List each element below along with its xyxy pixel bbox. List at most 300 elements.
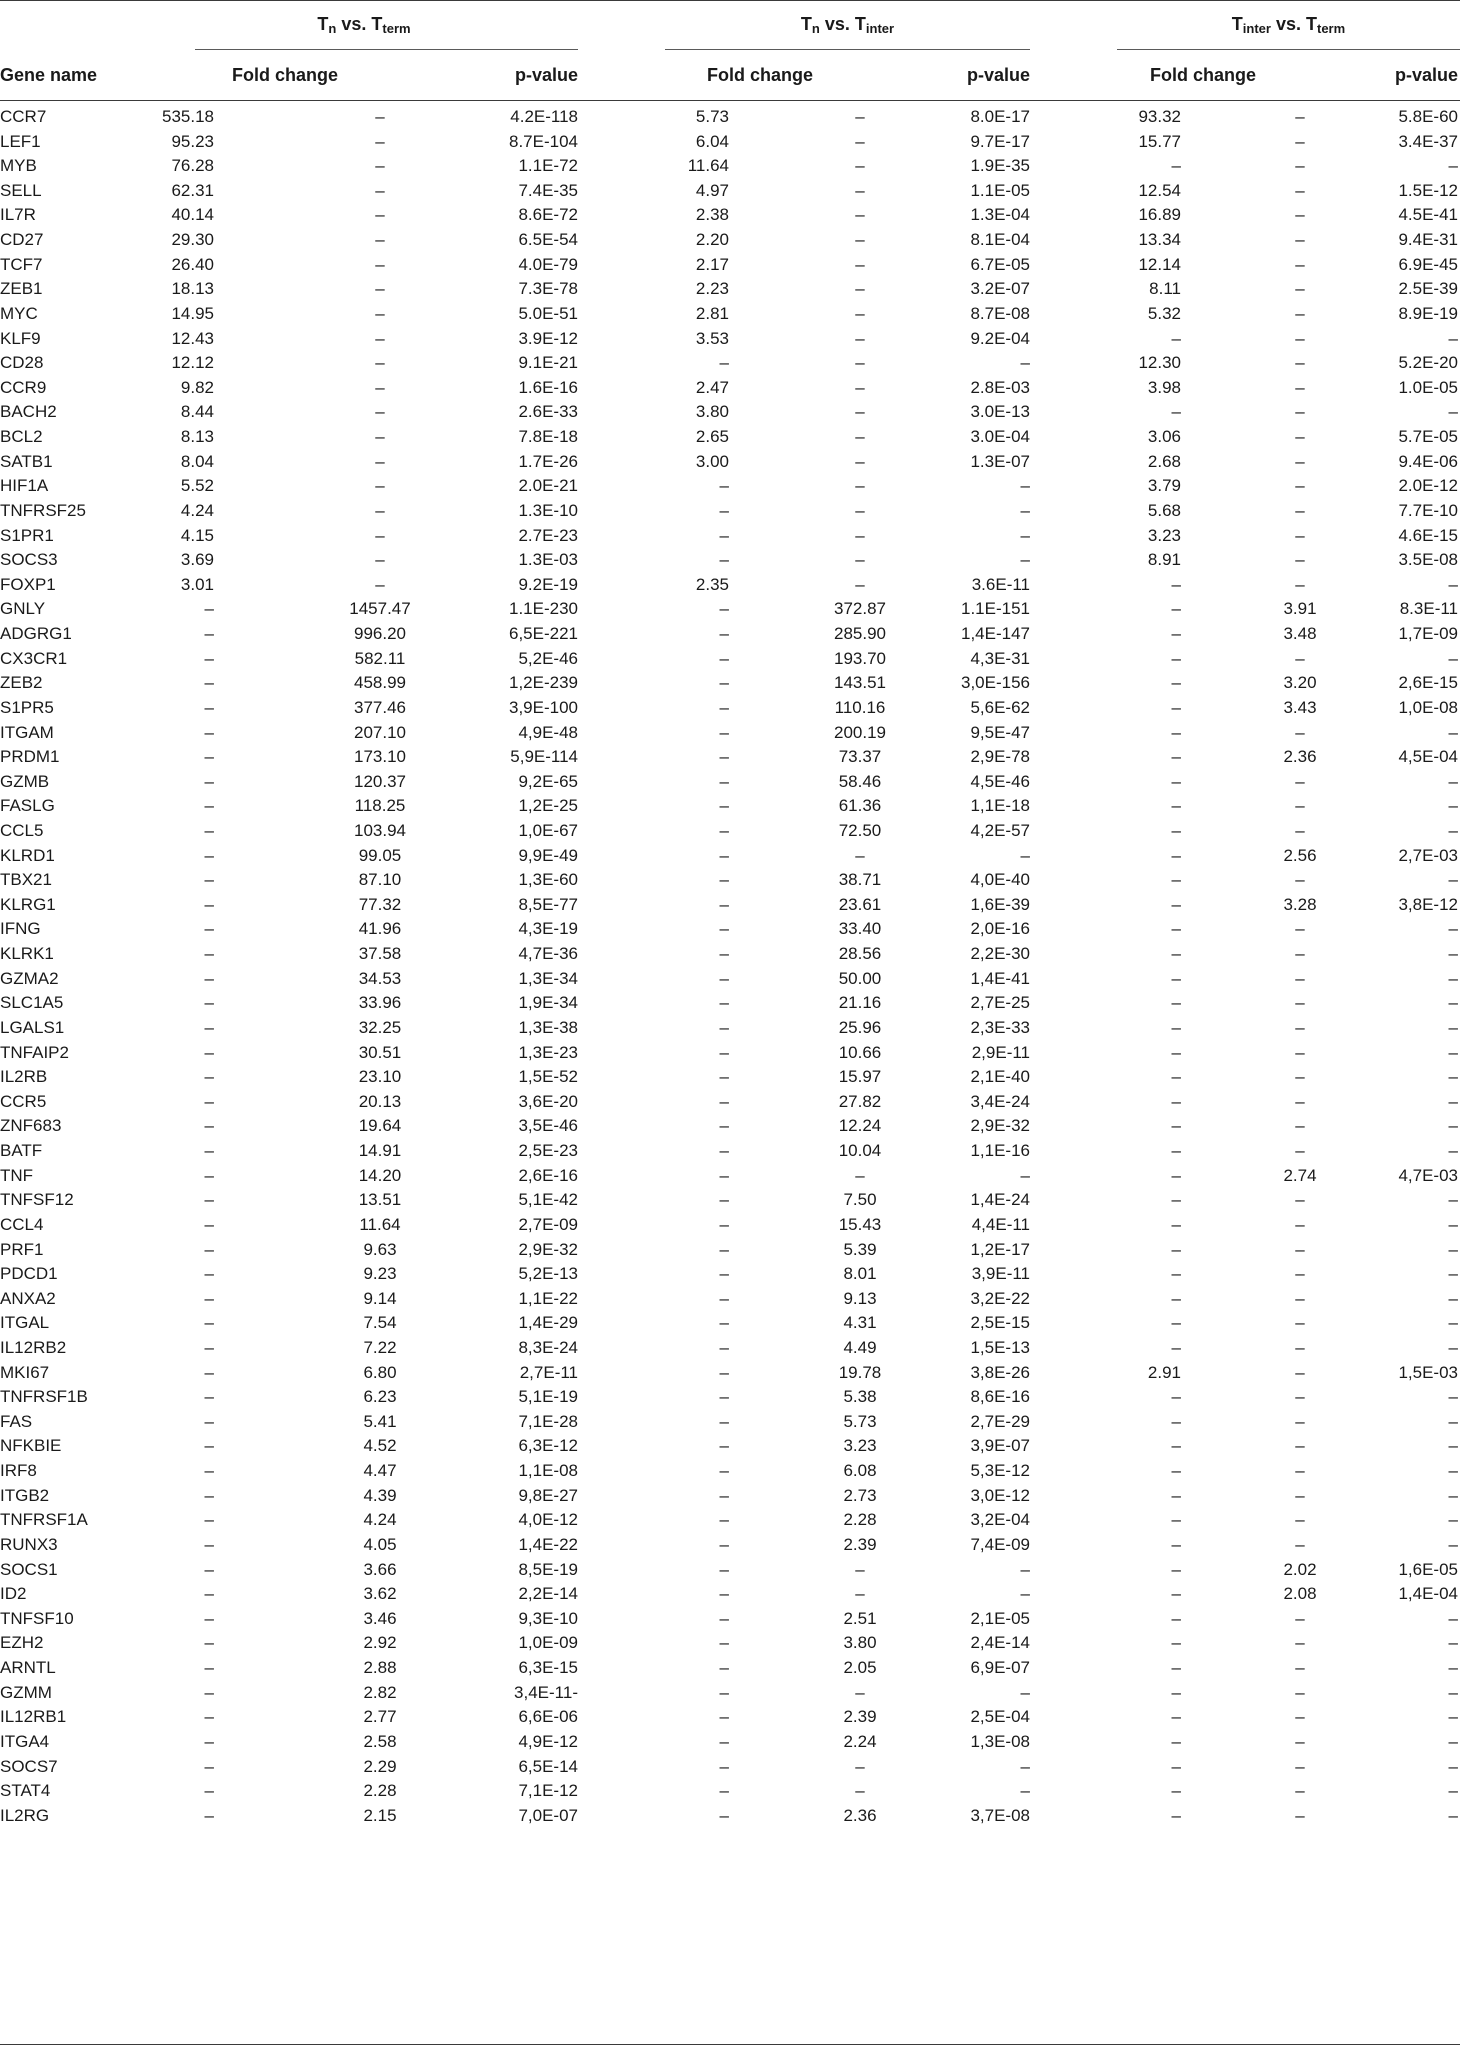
p-value-cell: – <box>1448 574 1458 594</box>
fold-change-up-cell: – <box>1171 1387 1181 1407</box>
p-value-cell: 1.7E-26 <box>518 451 578 471</box>
p-value-cell: 1.1E-230 <box>509 599 578 619</box>
p-value-cell: 1,4E-41 <box>970 968 1030 988</box>
p-value-cell: 3,4E-11- <box>514 1682 578 1702</box>
p-value-cell: 1,4E-04 <box>1398 1584 1458 1604</box>
fold-change-down-cell: 118.25 <box>354 796 406 816</box>
fold-change-down-cell: 120.37 <box>354 771 406 791</box>
p-value-cell: 9,3E-10 <box>518 1608 578 1628</box>
fold-change-up-cell: – <box>719 1485 729 1505</box>
fold-change-down-cell: 9.23 <box>363 1264 397 1284</box>
fold-change-up-cell: – <box>1171 624 1181 644</box>
table-row <box>0 1065 1460 1089</box>
fold-change-down-cell: – <box>1295 796 1305 816</box>
table-row <box>0 868 1460 892</box>
fold-change-down-cell: – <box>375 254 385 274</box>
fold-change-down-cell: 27.82 <box>838 1091 882 1111</box>
bottom-rule <box>0 2044 1460 2045</box>
gene-name-cell: KLRG1 <box>0 894 56 914</box>
gene-name-cell: EZH2 <box>0 1633 44 1653</box>
fold-change-down-cell: 3.66 <box>363 1559 397 1579</box>
table-row <box>0 1410 1460 1434</box>
fold-change-up-cell: – <box>719 1264 729 1284</box>
fold-change-up-cell: 11.64 <box>687 156 729 176</box>
gene-name-cell: MKI67 <box>0 1362 50 1382</box>
fold-change-up-cell: – <box>1171 1461 1181 1481</box>
fold-change-up-cell: 8.91 <box>1147 550 1181 570</box>
fold-change-up-cell: – <box>719 1141 729 1161</box>
p-value-cell: 4,5E-04 <box>1398 747 1458 767</box>
table-row <box>0 524 1460 548</box>
fold-change-down-cell: – <box>1295 648 1305 668</box>
fold-change-up-cell: – <box>204 747 214 767</box>
p-value-cell: 1,5E-52 <box>518 1067 578 1087</box>
fold-change-down-cell: 58.46 <box>838 771 882 791</box>
fold-change-down-cell: – <box>855 180 865 200</box>
gene-name-cell: NFKBIE <box>0 1436 62 1456</box>
p-value-cell: – <box>1448 156 1458 176</box>
gene-name-cell: CCL4 <box>0 1214 44 1234</box>
fold-change-up-cell: – <box>204 1190 214 1210</box>
fold-change-up-cell: – <box>204 1165 214 1185</box>
fold-change-up-cell: – <box>719 1165 729 1185</box>
table-row <box>0 671 1460 695</box>
fold-change-up-cell: – <box>719 919 729 939</box>
fold-change-down-cell: 8.01 <box>843 1264 877 1284</box>
p-value-cell: – <box>1448 1214 1458 1234</box>
p-value-cell: 1,2E-239 <box>509 673 578 693</box>
table-row <box>0 794 1460 818</box>
fold-change-down-cell: 4.31 <box>843 1313 877 1333</box>
fold-change-down-cell: 5.38 <box>843 1387 877 1407</box>
fold-change-up-cell: 3.23 <box>1147 525 1181 545</box>
fold-change-down-cell: 19.78 <box>838 1362 882 1382</box>
header-rule <box>0 100 1460 101</box>
fold-change-up-cell: – <box>204 1658 214 1678</box>
fold-change-up-cell: 4.97 <box>695 180 729 200</box>
fold-change-down-cell: – <box>855 107 865 126</box>
p-value-cell: – <box>1448 1436 1458 1456</box>
fold-change-up-cell: 3.80 <box>695 402 729 422</box>
fold-change-down-cell: – <box>375 402 385 422</box>
fold-change-up-cell: – <box>1171 993 1181 1013</box>
fold-change-down-cell: 2.51 <box>843 1608 877 1628</box>
fold-change-up-cell: 2.35 <box>695 574 729 594</box>
fold-change-up-cell: – <box>1171 1116 1181 1136</box>
p-value-cell: 8.7E-08 <box>970 303 1030 323</box>
fold-change-up-cell: – <box>719 1436 729 1456</box>
fold-change-up-cell: – <box>204 1781 214 1801</box>
fold-change-down-cell: 4.05 <box>363 1534 397 1554</box>
fold-change-down-cell: 377.46 <box>354 697 406 717</box>
p-value-cell: 5,2E-46 <box>518 648 578 668</box>
fold-change-down-cell: – <box>1295 180 1305 200</box>
p-value-cell: – <box>1020 525 1030 545</box>
fold-change-up-cell: 2.47 <box>695 377 729 397</box>
p-value-cell: 9.4E-06 <box>1398 451 1458 471</box>
p-value-cell: 1,4E-147 <box>961 624 1030 644</box>
fold-change-up-cell: 3.98 <box>1147 377 1181 397</box>
table-row <box>0 1779 1460 1803</box>
gene-name-cell: TNFAIP2 <box>0 1042 69 1062</box>
p-value-cell: 1.1E-151 <box>961 599 1030 619</box>
fold-change-down-cell: – <box>1295 353 1305 373</box>
fold-change-up-cell: – <box>1171 1633 1181 1653</box>
fold-change-down-cell: 28.56 <box>838 944 882 964</box>
table-row <box>0 1631 1460 1655</box>
p-value-cell: 5,9E-114 <box>510 747 578 767</box>
fold-change-down-cell: 19.64 <box>358 1116 402 1136</box>
table-row <box>0 721 1460 745</box>
fold-change-up-cell: – <box>204 673 214 693</box>
p-value-cell: – <box>1448 1485 1458 1505</box>
fold-change-down-cell: 3.46 <box>363 1608 397 1628</box>
fold-change-down-cell: 207.10 <box>354 722 406 742</box>
p-value-cell: 1,2E-25 <box>518 796 578 816</box>
fold-change-down-cell: 996.20 <box>354 624 406 644</box>
p-value-cell: – <box>1448 1239 1458 1259</box>
p-value-cell: 1.3E-03 <box>518 550 578 570</box>
fold-change-down-cell: 15.97 <box>838 1067 882 1087</box>
gene-name-cell: CCR7 <box>0 107 47 126</box>
fold-change-up-cell: – <box>1171 1707 1181 1727</box>
p-value-cell: – <box>1448 1658 1458 1678</box>
p-value-cell: 5,1E-42 <box>518 1190 578 1210</box>
fold-change-up-cell: – <box>1171 1485 1181 1505</box>
p-value-cell: 7.8E-18 <box>518 427 578 447</box>
p-value-cell: 2.6E-33 <box>518 402 578 422</box>
p-value-cell: 1.6E-16 <box>518 377 578 397</box>
fold-change-up-cell: – <box>1171 1338 1181 1357</box>
fold-change-down-cell: – <box>1295 1411 1305 1431</box>
p-value-cell: – <box>1448 820 1458 840</box>
fold-change-down-cell: – <box>855 230 865 250</box>
fold-change-up-cell: – <box>1171 673 1181 693</box>
fold-change-up-cell: 2.81 <box>695 303 729 323</box>
fold-change-down-cell: 77.32 <box>358 894 402 914</box>
fold-change-down-cell: 2.08 <box>1283 1584 1317 1604</box>
fold-change-down-cell: – <box>855 451 865 471</box>
fold-change-down-cell: – <box>375 451 385 471</box>
gene-name-cell: IL2RB <box>0 1067 48 1087</box>
fold-change-down-cell: – <box>375 131 385 151</box>
fold-change-down-cell: – <box>855 500 865 520</box>
p-value-cell: 2.0E-21 <box>518 476 578 496</box>
fold-change-up-cell: – <box>1171 1190 1181 1210</box>
fold-change-up-cell: – <box>719 1411 729 1431</box>
fold-change-down-cell: – <box>855 1559 865 1579</box>
fold-change-down-cell: – <box>1295 771 1305 791</box>
fold-change-down-cell: – <box>855 1165 865 1185</box>
fold-change-up-cell: – <box>1171 968 1181 988</box>
fold-change-down-cell: – <box>1295 1485 1305 1505</box>
fold-change-up-cell: – <box>204 1584 214 1604</box>
fold-change-up-cell: – <box>719 1091 729 1111</box>
table-row <box>0 1459 1460 1483</box>
p-value-cell: 7.7E-10 <box>1398 500 1458 520</box>
fold-change-down-cell: 2.74 <box>1283 1165 1317 1185</box>
p-value-cell: 3,2E-04 <box>970 1510 1030 1530</box>
gene-name-cell: CCL5 <box>0 820 44 840</box>
p-value-cell: – <box>1448 1781 1458 1801</box>
p-value-cell: 7.4E-35 <box>518 180 578 200</box>
fold-change-down-cell: – <box>1295 107 1305 126</box>
gene-name-cell: IL2RG <box>0 1805 50 1825</box>
fold-change-up-cell: 8.04 <box>180 451 214 471</box>
fold-change-down-cell: 23.10 <box>358 1067 402 1087</box>
gene-name-cell: CD28 <box>0 353 44 373</box>
gene-name-cell: MYC <box>0 303 38 323</box>
fold-change-up-cell: 29.30 <box>171 230 214 250</box>
p-value-cell: – <box>1448 1510 1458 1530</box>
gene-name-cell: KLF9 <box>0 328 41 348</box>
fold-change-down-cell: 50.00 <box>838 968 882 988</box>
p-value-cell: 1,9E-34 <box>518 993 578 1013</box>
fold-change-down-cell: – <box>1295 402 1305 422</box>
gene-name-cell: SATB1 <box>0 451 53 471</box>
fold-change-up-cell: 18.13 <box>171 279 214 299</box>
p-value-cell: 1.3E-04 <box>970 205 1030 225</box>
table-row <box>0 1434 1460 1458</box>
p-value-cell: 6,5E-14 <box>518 1756 578 1776</box>
p-value-cell: – <box>1448 1387 1458 1407</box>
fold-change-down-cell: – <box>375 156 385 176</box>
fold-change-up-cell: – <box>719 648 729 668</box>
p-value-cell: 9.2E-04 <box>970 328 1030 348</box>
p-value-cell: 2,7E-25 <box>970 993 1030 1013</box>
gene-name-cell: LGALS1 <box>0 1017 65 1037</box>
fold-change-up-cell: – <box>1171 1510 1181 1530</box>
p-value-cell: 1,3E-38 <box>518 1017 578 1037</box>
fold-change-up-cell: – <box>719 1313 729 1333</box>
fold-change-up-cell: 12.30 <box>1138 353 1181 373</box>
fold-change-up-cell: – <box>204 894 214 914</box>
p-value-cell: 5.2E-20 <box>1398 353 1458 373</box>
p-value-cell: – <box>1448 1338 1458 1357</box>
p-value-cell: 8.0E-17 <box>970 107 1030 126</box>
table-row <box>0 1804 1460 1828</box>
fold-change-up-cell: – <box>719 1731 729 1751</box>
p-value-cell: – <box>1448 1288 1458 1308</box>
p-value-cell: 8.3E-11 <box>1399 599 1458 619</box>
p-value-cell: 7,1E-12 <box>518 1781 578 1801</box>
p-value-cell: 2,5E-04 <box>970 1707 1030 1727</box>
fold-change-down-cell: 2.24 <box>843 1731 877 1751</box>
p-value-cell: – <box>1448 328 1458 348</box>
p-value-cell: 6,5E-221 <box>509 624 578 644</box>
p-value-cell: – <box>1448 1805 1458 1825</box>
p-value-cell: – <box>1448 1756 1458 1776</box>
p-value-cell: 8,3E-24 <box>518 1338 578 1357</box>
fold-change-down-cell: 582.11 <box>354 648 406 668</box>
fold-change-down-cell: – <box>1295 1682 1305 1702</box>
fold-change-up-cell: – <box>1171 1042 1181 1062</box>
fold-change-down-cell: – <box>1295 550 1305 570</box>
fold-change-up-cell: – <box>719 500 729 520</box>
fold-change-up-cell: – <box>204 599 214 619</box>
fold-change-up-cell: 62.31 <box>171 180 214 200</box>
table-row <box>0 991 1460 1015</box>
fold-change-down-cell: – <box>1295 156 1305 176</box>
p-value-header-1: p-value <box>514 65 578 85</box>
fold-change-down-cell: 30.51 <box>358 1042 402 1062</box>
gene-name-cell: GZMM <box>0 1682 52 1702</box>
p-value-cell: – <box>1448 1682 1458 1702</box>
table-row <box>0 597 1460 621</box>
table-row <box>0 1188 1460 1212</box>
fold-change-down-cell: – <box>375 427 385 447</box>
table-row <box>0 745 1460 769</box>
p-value-cell: 1.1E-05 <box>970 180 1030 200</box>
p-value-cell: – <box>1448 919 1458 939</box>
fold-change-up-cell: – <box>719 1633 729 1653</box>
fold-change-down-cell: – <box>1295 993 1305 1013</box>
p-value-cell: 2,7E-29 <box>970 1411 1030 1431</box>
table-row <box>0 1730 1460 1754</box>
fold-change-up-cell: – <box>719 1387 729 1407</box>
fold-change-up-cell: – <box>204 919 214 939</box>
fold-change-up-cell: – <box>204 1510 214 1530</box>
fold-change-up-cell: – <box>204 845 214 865</box>
p-value-cell: – <box>1448 722 1458 742</box>
table-row <box>0 154 1460 178</box>
fold-change-down-cell: 2.36 <box>1283 747 1317 767</box>
p-value-cell: – <box>1448 1534 1458 1554</box>
fold-change-up-cell: – <box>1171 1313 1181 1333</box>
fold-change-up-cell: 12.12 <box>171 353 214 373</box>
p-value-cell: 4,3E-31 <box>970 648 1030 668</box>
gene-name-cell: LEF1 <box>0 131 41 151</box>
fold-change-up-cell: – <box>1171 796 1181 816</box>
table-row <box>0 1681 1460 1705</box>
p-value-cell: – <box>1448 1461 1458 1481</box>
fold-change-down-cell: – <box>1295 1067 1305 1087</box>
table-row <box>0 1755 1460 1779</box>
gene-name-cell: KLRK1 <box>0 944 54 964</box>
p-value-cell: 1,1E-18 <box>970 796 1030 816</box>
table-row <box>0 400 1460 424</box>
fold-change-up-cell: – <box>719 1288 729 1308</box>
fold-change-up-cell: 3.53 <box>695 328 729 348</box>
fold-change-up-cell: 2.17 <box>695 254 729 274</box>
gene-name-cell: IL7R <box>0 205 36 225</box>
fold-change-up-cell: – <box>204 1559 214 1579</box>
fold-change-up-cell: – <box>1171 870 1181 890</box>
table-row <box>0 967 1460 991</box>
group-header-tinter-vs-tterm: $T_{inter}$ vs. $T_{term}$ <box>1231 14 1346 36</box>
gene-name-cell: STAT4 <box>0 1781 51 1801</box>
fold-change-up-cell: – <box>204 1707 214 1727</box>
fold-change-down-cell: – <box>375 230 385 250</box>
fold-change-up-cell: – <box>1171 944 1181 964</box>
table-row <box>0 1607 1460 1631</box>
p-value-cell: 2,9E-32 <box>970 1116 1030 1136</box>
p-value-cell: 2,2E-30 <box>970 944 1030 964</box>
fold-change-down-cell: 99.05 <box>358 845 402 865</box>
table-row <box>0 228 1460 252</box>
fold-change-down-cell: 2.02 <box>1283 1559 1317 1579</box>
fold-change-down-cell: – <box>855 1682 865 1702</box>
fold-change-up-cell: 14.95 <box>171 303 214 323</box>
fold-change-down-cell: 6.80 <box>363 1362 397 1382</box>
p-value-cell: 3,0E-156 <box>961 673 1030 693</box>
fold-change-up-cell: – <box>1171 1658 1181 1678</box>
table-row <box>0 203 1460 227</box>
fold-change-up-cell: – <box>719 1805 729 1825</box>
gene-name-cell: ITGAL <box>0 1313 50 1333</box>
fold-change-up-cell: – <box>204 1288 214 1308</box>
group-underline-3 <box>1117 49 1460 50</box>
p-value-cell: 1.5E-12 <box>1398 180 1458 200</box>
gene-name-cell: PRF1 <box>0 1239 44 1259</box>
fold-change-up-cell: 4.15 <box>180 525 214 545</box>
fold-change-up-cell: – <box>1171 1805 1181 1825</box>
fold-change-up-cell: 2.23 <box>695 279 729 299</box>
fold-change-up-cell: – <box>1171 328 1181 348</box>
gene-name-cell: RUNX3 <box>0 1534 58 1554</box>
gene-name-cell: SOCS1 <box>0 1559 58 1579</box>
fold-change-up-cell: – <box>719 1239 729 1259</box>
fold-change-down-cell: 11.64 <box>359 1214 401 1234</box>
p-value-cell: 7,1E-28 <box>518 1411 578 1431</box>
p-value-cell: 6.7E-05 <box>970 254 1030 274</box>
p-value-cell: 2,3E-33 <box>970 1017 1030 1037</box>
fold-change-up-cell: – <box>719 820 729 840</box>
fold-change-down-cell: – <box>1295 1608 1305 1628</box>
fold-change-up-cell: – <box>719 697 729 717</box>
table-row <box>0 1164 1460 1188</box>
p-value-cell: 2,5E-15 <box>970 1313 1030 1333</box>
fold-change-up-cell: 12.43 <box>171 328 214 348</box>
fold-change-up-cell: – <box>719 993 729 1013</box>
table-row <box>0 917 1460 941</box>
p-value-cell: 5.8E-60 <box>1398 107 1458 126</box>
p-value-cell: 8.9E-19 <box>1398 303 1458 323</box>
p-value-cell: 4.2E-118 <box>510 107 578 126</box>
fold-change-down-cell: – <box>1295 1534 1305 1554</box>
fold-change-down-cell: 110.16 <box>834 697 886 717</box>
fold-change-down-cell: 10.04 <box>838 1141 882 1161</box>
fold-change-up-cell: 5.73 <box>695 107 729 126</box>
fold-change-up-cell: – <box>204 624 214 644</box>
fold-change-up-cell: – <box>1171 599 1181 619</box>
fold-change-down-cell: 3.20 <box>1283 673 1317 693</box>
p-value-cell: 2.7E-23 <box>518 525 578 545</box>
p-value-cell: 9.7E-17 <box>970 131 1030 151</box>
p-value-cell: – <box>1448 1190 1458 1210</box>
p-value-cell: 1,4E-22 <box>518 1534 578 1554</box>
fold-change-down-cell: 2.82 <box>363 1682 397 1702</box>
fold-change-down-cell: – <box>855 377 865 397</box>
p-value-cell: 2,9E-78 <box>970 747 1030 767</box>
p-value-cell: 6,9E-07 <box>970 1658 1030 1678</box>
fold-change-up-cell: 3.69 <box>180 550 214 570</box>
gene-name-cell: ARNTL <box>0 1658 56 1678</box>
table-row <box>0 1287 1460 1311</box>
fold-change-up-cell: – <box>204 1485 214 1505</box>
fold-change-up-cell: – <box>719 1608 729 1628</box>
fold-change-up-cell: – <box>1171 402 1181 422</box>
table-row <box>0 179 1460 203</box>
p-value-cell: 8.7E-104 <box>509 131 578 151</box>
fold-change-down-cell: – <box>1295 1264 1305 1284</box>
p-value-cell: – <box>1448 968 1458 988</box>
fold-change-down-cell: – <box>375 574 385 594</box>
fold-change-down-cell: – <box>1295 870 1305 890</box>
fold-change-down-cell: – <box>855 402 865 422</box>
gene-name-cell: SELL <box>0 180 42 200</box>
p-value-cell: 6,3E-12 <box>518 1436 578 1456</box>
